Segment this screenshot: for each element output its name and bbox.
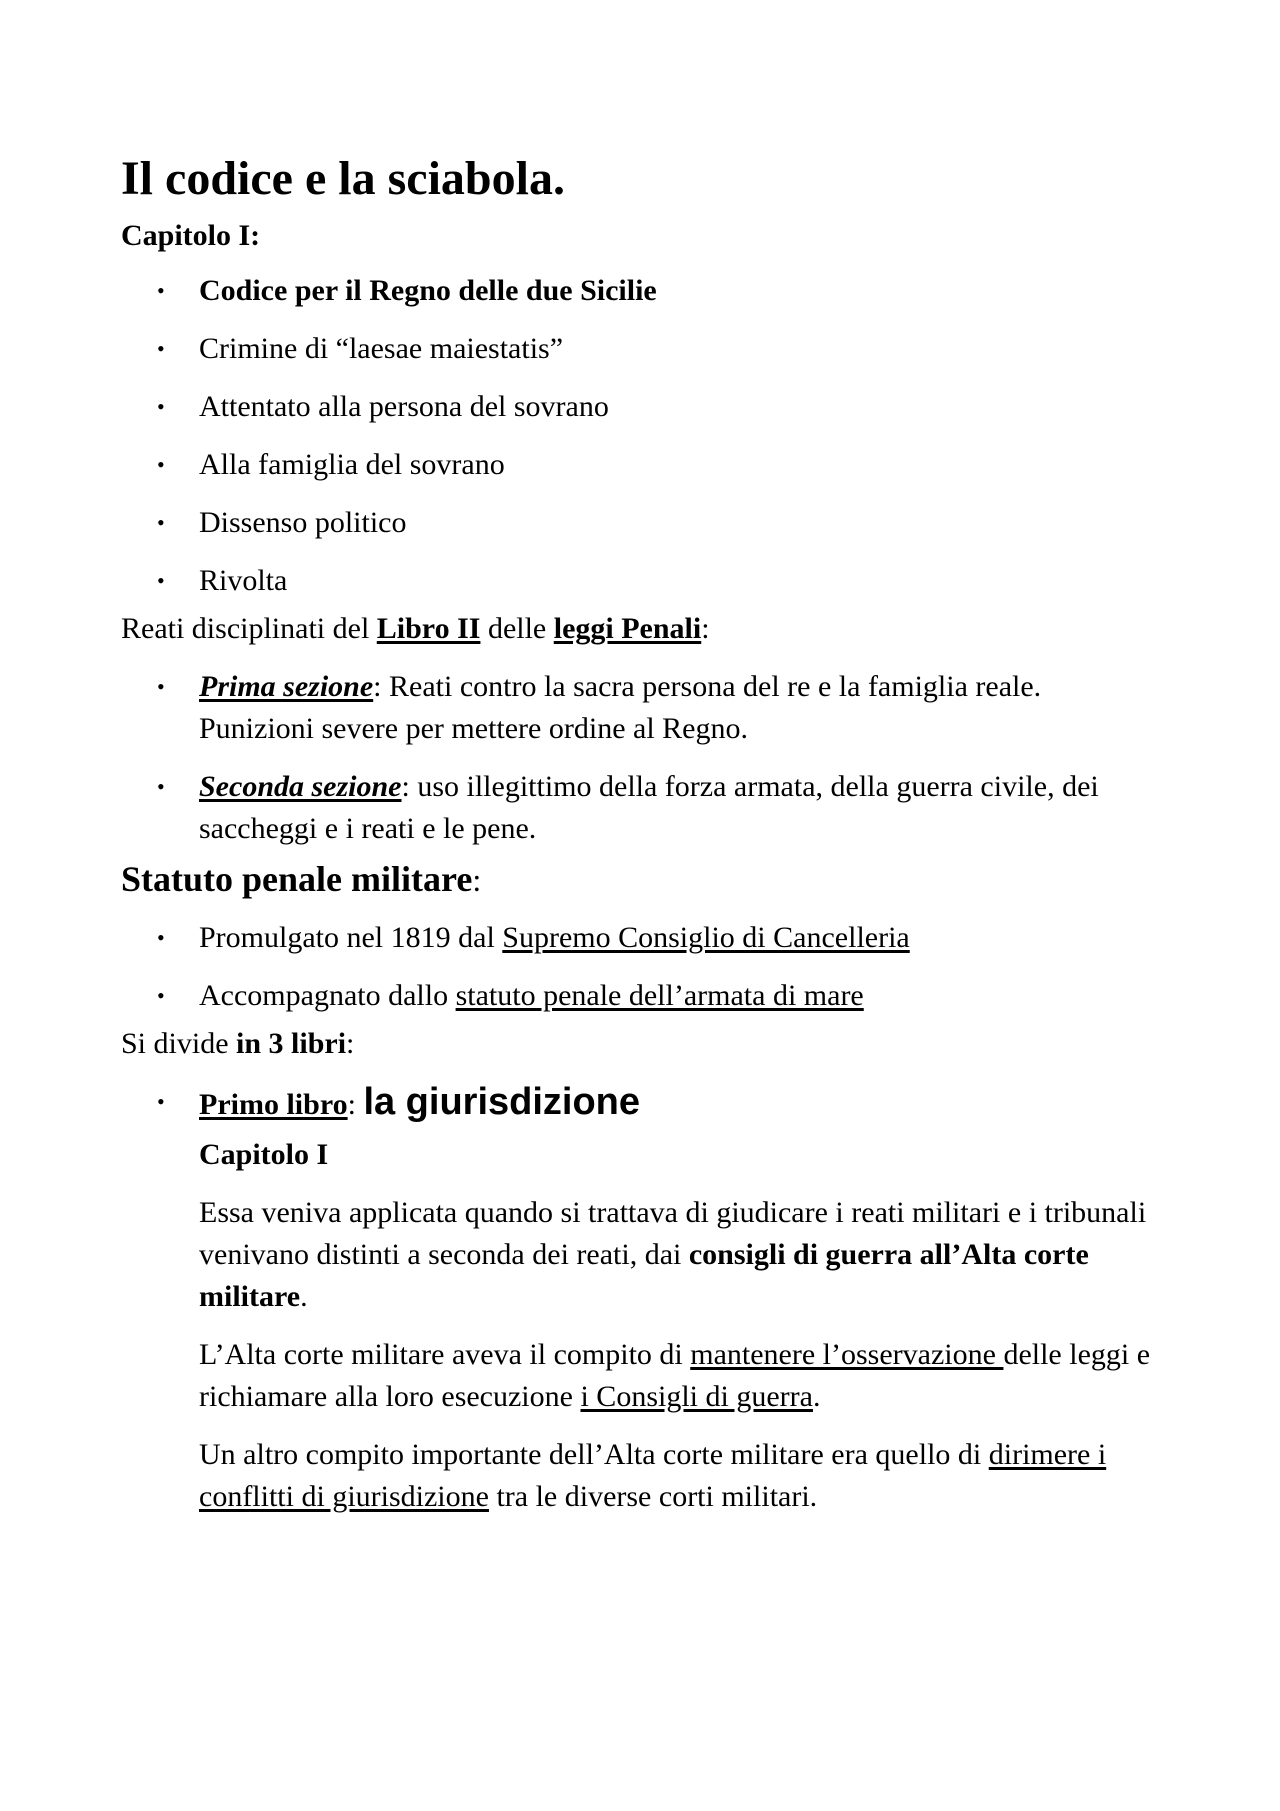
- list-item: • Dissenso politico: [121, 502, 1161, 544]
- statuto-list: [121, 917, 1161, 1017]
- bullet-icon: •: [157, 510, 165, 535]
- libri-list: [121, 1081, 1161, 1126]
- primo-libro-body: [121, 1134, 1161, 1518]
- section-label: Seconda sezione: [199, 770, 402, 803]
- chapter-heading: Capitolo I:: [121, 219, 261, 252]
- list-item: • Seconda sezione: uso illegittimo della forza armata, della guerra civile, dei saccheggi e i reati e le pene.: [121, 766, 1161, 850]
- list-item: • Crimine di “laesae maiestatis”: [121, 328, 1161, 370]
- chapter-list: [121, 270, 1161, 602]
- paragraph: Un altro compito importante dell’Alta corte militare era quello di dirimere i conflitti di giurisdizione tra le diverse corti militari.: [199, 1438, 1107, 1513]
- paragraph: Essa veniva applicata quando si trattava di giudicare i reati militari e i tribunali venivano distinti a seconda dei reati, dai consigli di guerra all’Alta corte militare.: [199, 1196, 1147, 1313]
- document-page: [121, 150, 1161, 1534]
- section-heading-statuto: Statuto penale militare:: [121, 859, 482, 899]
- underlined-term: statuto penale dell’armata di mare: [455, 979, 864, 1012]
- underlined-term: mantenere l’osservazione: [690, 1338, 1004, 1371]
- list-item: • Prima sezione: Reati contro la sacra persona del re e la famiglia reale. Punizioni severe per mettere ordine al Regno.: [121, 666, 1161, 750]
- bullet-icon: •: [157, 774, 165, 799]
- list-item: • Rivolta: [121, 560, 1161, 602]
- bullet-icon: •: [157, 568, 165, 593]
- list-item: • Accompagnato dallo statuto penale dell’armata di mare: [121, 975, 1161, 1017]
- bullet-icon: •: [157, 336, 165, 361]
- libro-link: Libro II: [376, 612, 481, 645]
- paragraph: L’Alta corte militare aveva il compito di mantenere l’osservazione delle leggi e richiamare alla loro esecuzione i Consigli di guerra.: [199, 1338, 1151, 1413]
- subchapter-heading: Capitolo I: [199, 1138, 329, 1171]
- reati-paragraph: Reati disciplinati del Libro II delle leggi Penali:: [121, 612, 710, 645]
- list-item: • Codice per il Regno delle due Sicilie: [121, 270, 1161, 312]
- bullet-icon: •: [157, 1089, 165, 1114]
- libri-paragraph: Si divide in 3 libri:: [121, 1027, 355, 1060]
- bullet-icon: •: [157, 674, 165, 699]
- list-item: • Promulgato nel 1819 dal Supremo Consiglio di Cancelleria: [121, 917, 1161, 959]
- leggi-link: leggi Penali: [553, 612, 702, 645]
- primo-libro-title: la giurisdizione: [363, 1081, 641, 1123]
- bullet-icon: •: [157, 925, 165, 950]
- bullet-icon: •: [157, 983, 165, 1008]
- section-label: Prima sezione: [199, 670, 374, 703]
- primo-libro-label: Primo libro: [199, 1088, 348, 1121]
- underlined-term: i Consigli di guerra: [580, 1380, 813, 1413]
- document-title: Il codice e la sciabola.: [121, 152, 565, 205]
- bullet-icon: •: [157, 278, 165, 303]
- list-item: • Attentato alla persona del sovrano: [121, 386, 1161, 428]
- underlined-term: Supremo Consiglio di Cancelleria: [502, 921, 910, 954]
- list-item: • Primo libro: la giurisdizione: [157, 1081, 641, 1123]
- underlined-term: dirimere i conflitti di giurisdizione: [199, 1438, 1107, 1513]
- bullet-icon: •: [157, 452, 165, 477]
- bullet-icon: •: [157, 394, 165, 419]
- list-item: • Alla famiglia del sovrano: [121, 444, 1161, 486]
- sections-list: [121, 666, 1161, 850]
